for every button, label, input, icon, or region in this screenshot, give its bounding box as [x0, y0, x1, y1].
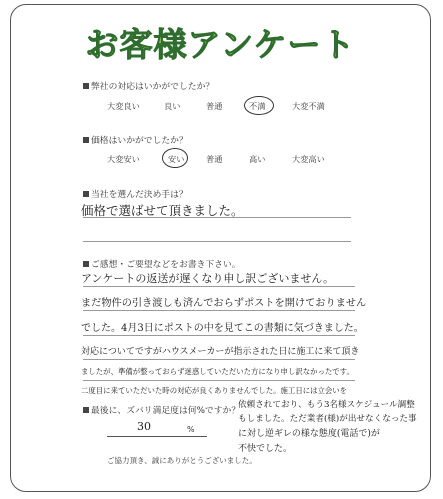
option-price-normal[interactable]: 普通 [206, 154, 223, 164]
square-bullet-icon [83, 191, 89, 197]
square-bullet-icon [83, 261, 89, 267]
question-comments [83, 257, 241, 270]
square-bullet-icon [83, 83, 89, 89]
survey-title: お客様アンケート [85, 25, 356, 64]
question-reason-label: 当社を選んだ決め手は？ [91, 190, 188, 200]
answer-line [83, 286, 355, 287]
comment-line-5: ましたが、準備が整っておらず迷惑していただいた方になり申し訳なかったです。 [81, 367, 354, 376]
answer-line [83, 217, 351, 218]
satisfaction-value: 30 [137, 420, 151, 433]
comment-line-3: でした。4月3日にポストの中を見てこの書類に気づきました。 [81, 323, 364, 334]
comment-line-1: アンケートの返送が遅くなり申し訳ございません。 [81, 272, 334, 285]
answer-line [83, 241, 351, 242]
question-satisfaction [83, 403, 240, 416]
question-comments-label: ご感想・ご要望などをお書き下さい。 [91, 260, 241, 270]
question-reason [83, 187, 188, 200]
answer-line [83, 359, 355, 360]
option-service-very-good[interactable]: 大変良い [107, 101, 140, 111]
satisfaction-unit: % [187, 425, 195, 434]
thanks-message: ご協力頂き、誠にありがとうございました。 [107, 456, 257, 465]
question-service [83, 79, 214, 92]
option-service-normal[interactable]: 普通 [206, 101, 223, 111]
option-price-very-cheap[interactable]: 大変安い [107, 154, 140, 164]
square-bullet-icon [83, 137, 89, 143]
question-price [83, 133, 188, 146]
satisfaction-line [107, 436, 207, 437]
option-price-very-expensive[interactable]: 大変高い [292, 154, 325, 164]
option-service-good[interactable]: 良い [164, 101, 181, 111]
option-price-expensive[interactable]: 高い [249, 154, 266, 164]
survey-sheet [10, 4, 431, 492]
selected-circle-price [162, 148, 188, 168]
answer-line [83, 310, 355, 311]
question-satisfaction-label: 最後に、ズバリ満足度は何%ですか？ [91, 406, 241, 416]
comment-line-7: 依頼されており、もう3名様スケジュール調整 [238, 400, 415, 410]
comment-line-6: 二度目に来ていただいた時の対応が良くありませんでした。施工日には立会いを [81, 386, 348, 395]
question-price-label: 価格はいかがでしたか？ [91, 136, 188, 146]
option-price-cheap[interactable]: 安い [168, 154, 185, 164]
option-service-very-dissatisfied[interactable]: 大変不満 [292, 101, 325, 111]
question-service-label: 弊社の対応はいかがでしたか？ [91, 82, 215, 92]
option-service-dissatisfied[interactable]: 不満 [249, 101, 266, 111]
comment-line-2: まだ物件の引き渡しも済んでおらずポストを開けておりません [81, 298, 367, 309]
comment-line-4: 対応についてですがハウスメーカーが指示された日に施工に来て頂き [81, 347, 360, 357]
reason-answer: 価格で選ばせて頂きました。 [81, 203, 244, 218]
comment-line-8: もしました。ただ業者(様)が出せなくなった事 [238, 414, 417, 424]
comment-line-9: に対し逆ギレの様な態度(電話で)が [238, 429, 380, 439]
selected-circle-service [244, 96, 274, 115]
square-bullet-icon [83, 407, 89, 413]
answer-line [83, 380, 355, 381]
answer-line [83, 335, 355, 336]
comment-line-10: 不快でした。 [238, 444, 293, 454]
